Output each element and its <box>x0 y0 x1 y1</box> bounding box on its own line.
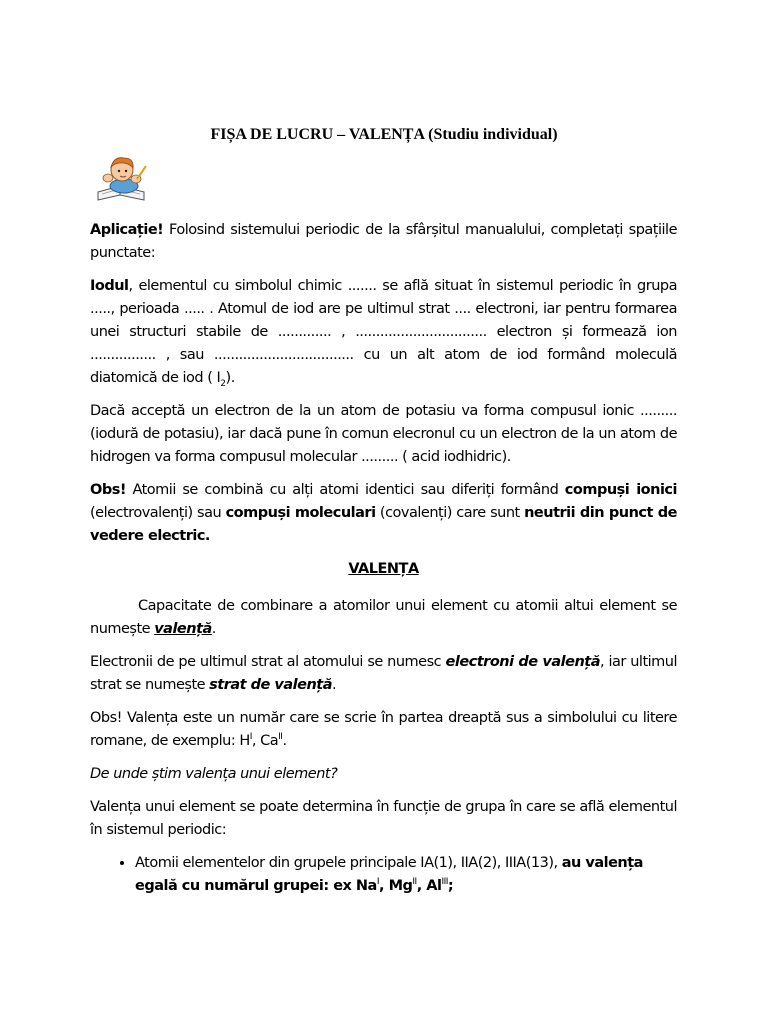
definition-term: valență <box>154 621 212 637</box>
observation-molecular: compuși moleculari <box>225 505 376 521</box>
notation-text: Obs! Valența este un număr care se scrie în partea dreaptă sus a simbolului cu litere romane, de exemplu: H <box>90 710 677 749</box>
rule-sup-al: III <box>441 877 448 888</box>
potassium-paragraph: Dacă acceptă un electron de la un atom de potasiu va forma compusul ionic ......... (iodură de potasiu), iar dacă pune în comun elecronul cu un electron de la un atom de hidrogen va forma compusul molecular ......... ( acid iodhidric). <box>90 403 677 465</box>
question-text: De unde știm valența unui element? <box>90 766 338 782</box>
section-heading: VALENȚA <box>348 561 419 577</box>
definition-paragraph <box>90 595 677 641</box>
definition-text: Capacitate de combinare a atomilor unui element cu atomii altui element se numește <box>90 598 677 637</box>
observation-ionic: compuși ionici <box>564 482 677 498</box>
notation-ca: , Ca <box>251 733 279 749</box>
iodine-text: , elementul cu simbolul chimic ....... se află situat în sistemul periodic în grupa ....., perioada ..... . Atomul de iod are pe ultimul strat .... electroni, iar pentru formarea unei structuri stabile de ............. , ................................ electron și formează ion ................ , sau .................................. cu un alt atom de iod formând moleculă diatomică de iod ( I <box>90 278 677 386</box>
iodine-subscript: 2 <box>220 378 226 389</box>
page-title: FIȘA DE LUCRU – VALENȚA (Studiu individual) <box>210 126 558 143</box>
valence-electrons-end: . <box>332 677 337 693</box>
rule-example-label: : ex Na <box>323 878 377 894</box>
application-text: Folosind sistemului periodic de la sfârșitul manualului, completați spațiile punctate: <box>90 222 677 261</box>
rules-list <box>90 852 677 898</box>
rule-mg: , Mg <box>379 878 413 894</box>
rule-bold: au valența egală cu numărul grupei <box>135 855 643 894</box>
application-paragraph <box>90 219 677 265</box>
observation-text-2: (electrovalenți) sau <box>90 505 226 521</box>
notation-sup-h: I <box>249 732 252 743</box>
observation-text-1: Atomii se combină cu alți atomi identici sau diferiți formând <box>125 482 565 498</box>
definition-end: . <box>211 621 216 637</box>
rule-sup-na: I <box>376 877 380 888</box>
valence-electrons-term: electroni de valență <box>445 654 600 670</box>
list-item <box>135 852 677 898</box>
valence-electrons-paragraph <box>90 651 677 697</box>
observation-text-3: (covalenți) care sunt <box>375 505 525 521</box>
observation-neutral: neutrii din punct de vedere electric. <box>90 505 677 544</box>
observation-label: Obs! <box>90 482 126 498</box>
notation-paragraph <box>90 707 677 753</box>
rule-al: , Al <box>416 878 442 894</box>
iodine-label: Iodul <box>90 278 129 294</box>
determination-paragraph: Valența unui element se poate determina în funcție de grupa în care se află elementul în sistemul periodic: <box>90 799 677 838</box>
question-paragraph <box>90 763 677 786</box>
rule-end: ; <box>447 878 454 894</box>
notation-end: . <box>282 733 287 749</box>
worksheet-body <box>90 219 677 898</box>
valence-layer-term: strat de valență <box>209 677 332 693</box>
valence-electrons-text-1: Electronii de pe ultimul strat al atomului se numesc <box>90 654 446 670</box>
application-label: Aplicație! <box>90 222 164 238</box>
rule-sup-mg: II <box>412 877 417 888</box>
rule-text: Atomii elementelor din grupele principale IA(1), IIA(2), IIIA(13), <box>135 855 562 871</box>
iodine-paragraph <box>90 275 677 390</box>
observation-paragraph <box>90 479 677 548</box>
student-reading-clipart-icon <box>90 152 150 204</box>
valence-electrons-text-2: , iar ultimul strat se numește <box>90 654 678 693</box>
notation-sup-ca: II <box>278 732 283 743</box>
iodine-end: ). <box>225 370 235 386</box>
